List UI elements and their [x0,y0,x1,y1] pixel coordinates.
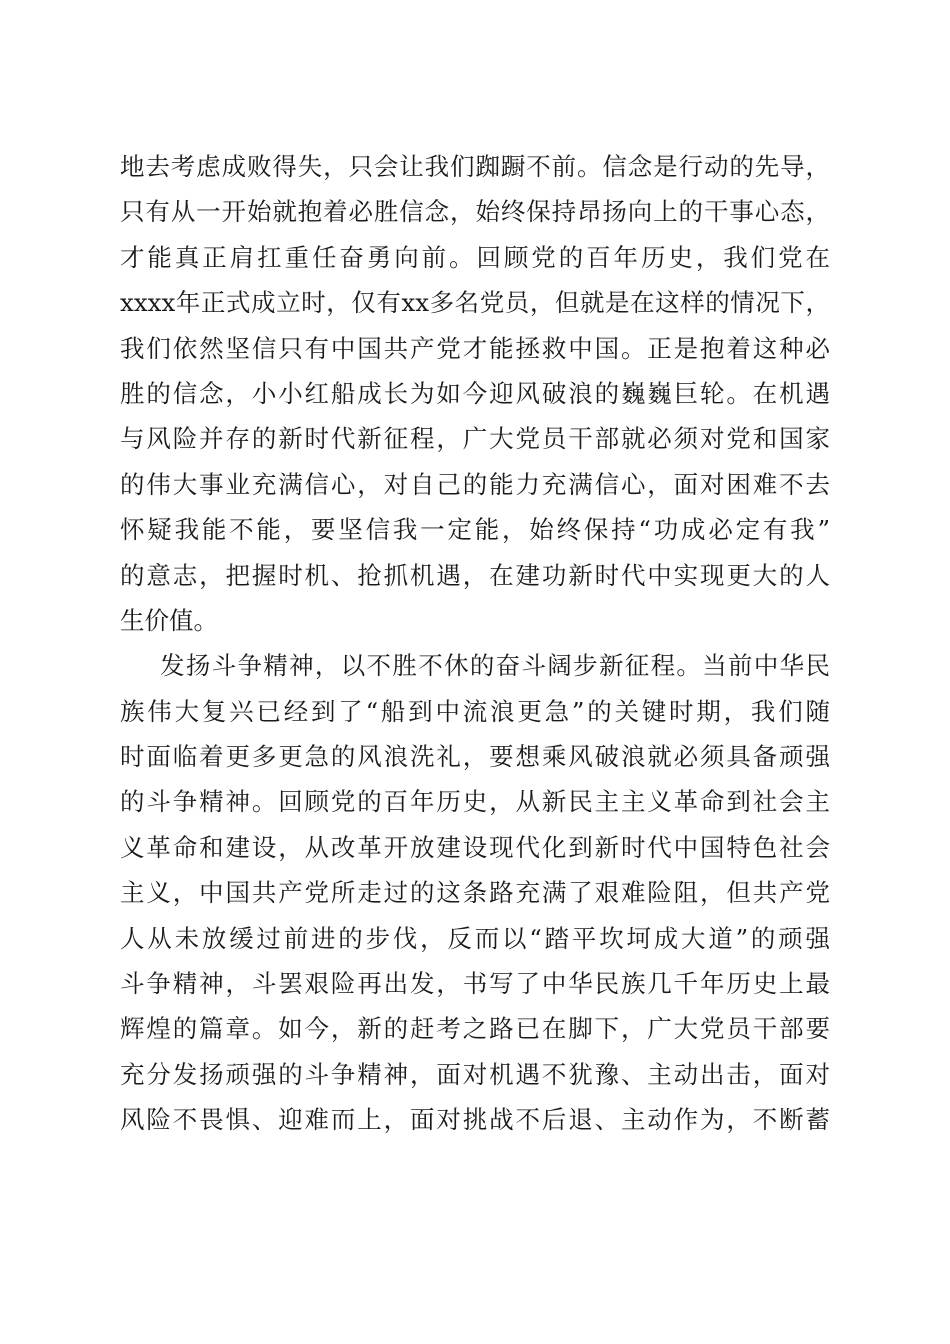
text-line: 义革命和建设，从改革开放建设现代化到新时代中国特色社会 [120,832,830,862]
text-line: 的斗争精神。回顾党的百年历史，从新民主主义革命到社会主 [120,787,830,817]
text-line: 才能真正肩扛重任奋勇向前。回顾党的百年历史，我们党在 [120,242,830,272]
text-line: 胜的信念，小小红船成长为如今迎风破浪的巍巍巨轮。在机遇 [120,378,830,408]
text-line: 地去考虑成败得失，只会让我们踟蹰不前。信念是行动的先导， [120,152,830,181]
text-line: xxxx年正式成立时，仅有xx多名党员，但就是在这样的情况下， [120,288,830,318]
text-line: 的意志，把握时机、抢抓机遇，在建功新时代中实现更大的人 [120,560,830,590]
text-line: 主义，中国共产党所走过的这条路充满了艰难险阻，但共产党 [120,878,830,908]
text-line: 辉煌的篇章。如今，新的赶考之路已在脚下，广大党员干部要 [120,1014,830,1044]
text-line: 族伟大复兴已经到了“船到中流浪更急”的关键时期，我们随 [120,696,830,726]
text-line: 我们依然坚信只有中国共产党才能拯救中国。正是抱着这种必 [120,333,830,363]
paragraph-2 [120,643,830,1142]
text-line: 人从未放缓过前进的步伐，反而以“踏平坎坷成大道”的顽强 [120,923,830,953]
text-line: 斗争精神，斗罢艰险再出发，书写了中华民族几千年历史上最 [120,969,830,999]
text-line: 充分发扬顽强的斗争精神，面对机遇不犹豫、主动出击，面对 [120,1059,830,1089]
text-line: 风险不畏惧、迎难而上，面对挑战不后退、主动作为，不断蓄 [120,1105,830,1135]
text-line: 怀疑我能不能，要坚信我一定能，始终保持“功成必定有我” [120,515,830,545]
text-line: 生价值。 [120,605,218,635]
text-line: 发扬斗争精神，以不胜不休的奋斗阔步新征程。当前中华民 [160,651,830,681]
text-line: 只有从一开始就抱着必胜信念，始终保持昂扬向上的干事心态， [120,197,830,227]
document-body [120,144,830,1143]
text-line: 的伟大事业充满信心，对自己的能力充满信心，面对困难不去 [120,469,830,499]
text-line: 时面临着更多更急的风浪洗礼，要想乘风破浪就必须具备顽强 [120,742,830,772]
paragraph-1 [120,144,830,643]
text-line: 与风险并存的新时代新征程，广大党员干部就必须对党和国家 [120,424,830,454]
